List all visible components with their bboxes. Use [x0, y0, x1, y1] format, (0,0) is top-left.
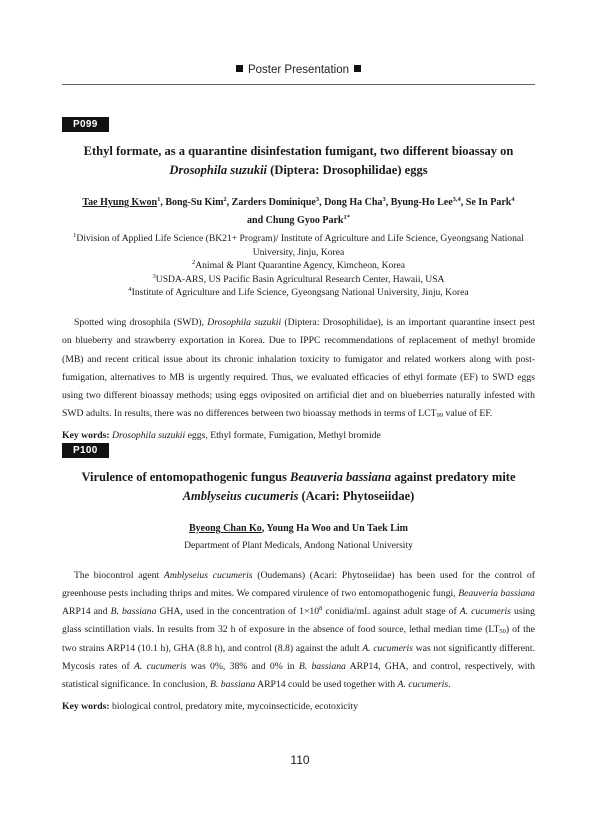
author-name: Dong Ha Cha	[324, 197, 383, 208]
poster-p100	[62, 440, 535, 714]
square-bullet-icon	[354, 65, 361, 72]
affiliation: Department of Plant Medicals, Andong National University	[184, 540, 413, 551]
author-name: Byeong Chan Ko	[189, 523, 262, 534]
keywords: Key words: biological control, predatory mite, mycoinsecticide, ecotoxicity	[62, 700, 358, 712]
affiliation: $^1$Division of Applied Life Science (BK21+ Program)/ Institute of Agriculture and Life Science, Gyeongsang National University, Jinju, Korea	[73, 232, 524, 258]
author-name: Bong-Su Kim	[165, 197, 224, 208]
affiliation: $^2$Animal & Plant Quarantine Agency, Kimcheon, Korea	[191, 259, 406, 272]
author-name: Se In Park	[465, 197, 512, 208]
abstract: The biocontrol agent Amblyseius cucumeris (Oudemans) (Acari: Phytoseiidae) has been used for the control of greenhouse pests including thrips and mites. We compared virulence of two entomopathogenic fungi, Beauveria bassiana ARP14 and B. bassiana GHA, used in the concentration of $1\times 10^8$ conidia/mL against adult stage of A. cucumeris using glass scintillation vials. In results from 32 h of exposure in the absence of food source, lethal median time $(LT_{50})$ of the two strains ARP14 (10.1 h), GHA (8.8 h), and control (8.8) against the adult A. cucumeris was not significantly different. Mycosis rates of A. cucumeris was 0%, 38% and 0% in B. bassiana ARP14, GHA, and control, respectively, with statistical significance. In conclusion, B. bassiana ARP14 could be used together with A. cucumeris.	[62, 569, 536, 691]
poster-code-badge: P099	[62, 117, 109, 132]
author-name: and Chung Gyoo Park	[247, 215, 344, 226]
author-name: Byung-Ho Lee	[390, 197, 453, 208]
author-list: Tae Hyung Kwon$^1$, Bong-Su Kim$^2$, Zarders Dominique$^3$, Dong Ha Cha$^3$, Byung-Ho Lee$^{3,4}$, Se In Park$^4$ and Chung Gyoo Park$^{1*}$	[82, 196, 515, 226]
affiliation: $^4$Institute of Agriculture and Life Science, Gyeongsang National University, Jinju, Korea	[128, 286, 469, 299]
running-header	[62, 64, 535, 76]
square-bullet-icon	[236, 65, 243, 72]
author-name: Zarders Dominique	[231, 197, 316, 208]
page-number: 110	[290, 753, 310, 767]
poster-title: Ethyl formate, as a quarantine disinfestation fumigant, two different bioassay on Drosophila suzukii (Diptera: Drosophilidae) eggs	[83, 144, 514, 177]
poster-title: Virulence of entomopathogenic fungus Beauveria bassiana against predatory mite Amblyseius cucumeris (Acari: Phytoseiidae)	[81, 470, 516, 503]
affiliation: $^3$USDA-ARS, US Pacific Basin Agricultural Research Center, Hawaii, USA	[152, 272, 445, 285]
header-rule	[62, 84, 535, 85]
author-name: Tae Hyung Kwon	[82, 197, 158, 208]
keywords: Key words: Drosophila suzukii eggs, Ethyl formate, Fumigation, Methyl bromide	[62, 429, 381, 441]
poster-p099	[62, 114, 535, 443]
abstract: Spotted wing drosophila (SWD), Drosophila suzukii (Diptera: Drosophilidae), is an important quarantine insect pest on blueberry and strawberry exportation in Korea. Due to IPPC recommendations of replacement of methyl bromide (MB) and recent critical issue about its chronic inhalation toxicity to fumigator and related workers along with post-fumigation, alternatives to MB is urgently required. Thus, we evaluated efficacies of ethyl formate (EF) to SWD eggs using two different bioassay methods; using eggs oviposited on artificial diet and on blueberries naturally infested with SWD adults. In results, there was no differences between two bioassay methods in terms of $LCT_{99}$ value of EF.	[62, 316, 535, 420]
header-title: Poster Presentation	[247, 64, 349, 76]
author-list: Byeong Chan Ko, Young Ha Woo and Un Taek Lim	[189, 523, 408, 534]
poster-code-badge: P100	[62, 443, 109, 458]
